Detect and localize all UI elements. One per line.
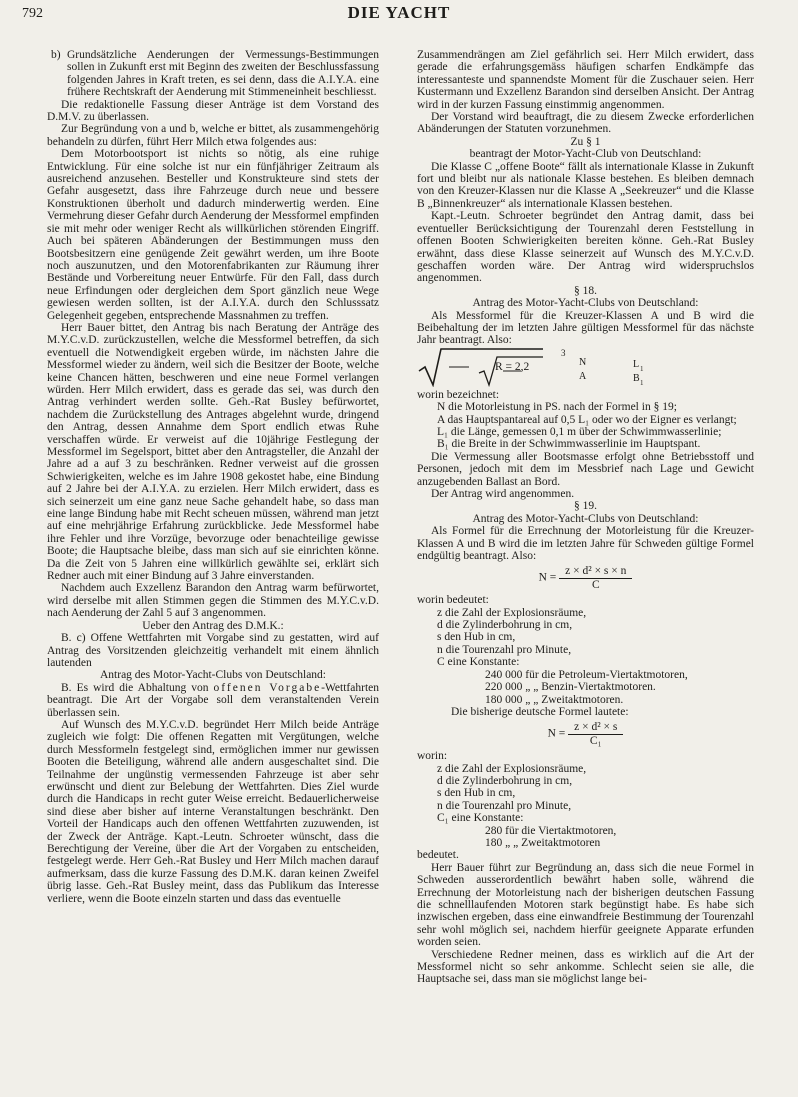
formula-lhs: N = [547,727,566,740]
definition-item: n die Tourenzahl pro Minute, [437,643,572,656]
formula-new [417,565,754,591]
subheading: beantragt der Motor-Yacht-Club von Deutschland: [469,148,702,161]
left-column [47,49,379,905]
definition-list [417,607,754,706]
constant-item: 280 für die Viertaktmotoren, [485,824,617,837]
paragraph: Die Klasse C „offene Boote“ fällt als internationale Klasse in Zukunft fort und bleibt nur als nationale Klasse bestehen. Es bleiben demnach von den Kreuzer-Klassen nur die Klasse A „Seekreuzer“ und die Klasse B „Binnenkreuzer“ als internationale Klassen bestehen. [417,160,754,210]
definition-item: C eine Konstante: [437,656,520,669]
fraction-denominator: C [591,578,600,591]
denominator-b: B [633,372,640,384]
item-label: b) [51,49,61,61]
section-heading: § 18. [574,284,597,297]
definition-item: s den Hub in cm, [437,787,516,800]
definition-item: L₁ die Länge, gemessen 0,1 m über der Schwimmwasserlinie; [437,425,722,438]
paragraph: Die Vermessung aller Bootsmasse erfolgt ohne Betriebsstoff und Personen, jedoch mit dem im Messbrief nach Lage und Gewicht anzugebenden Ballast an Bord. [417,450,754,488]
formula-lhs: N = [538,571,557,584]
constant-item: 180 „ „ Zweitaktmotoren [485,836,601,849]
root-index: 3 [561,347,566,358]
definition-item: N die Motorleistung in PS. nach der Formel in § 19; [437,401,677,414]
constant-item: 220 000 „ „ Benzin-Viertaktmotoren. [485,681,656,694]
formula-old [417,721,754,747]
constant-item: 240 000 für die Petroleum-Viertaktmotoren, [485,668,688,681]
paragraph: worin bedeutet: [417,594,489,607]
subscript-b: 1 [640,378,644,387]
paragraph: Herr Bauer bittet, den Antrag bis nach Beratung der Anträge des M.Y.C.v.D. zurückzustellen, welche die Messformel betreffen, da sich eventuell die Notwendigkeit ergeben würde, im nächsten Jahre die Messformel wieder zu ändern, weil sich die Besitzer der Boote, welche keine Chancen hätten, beschweren und eine neue Formel verlangen würden. Herr Milch erwidert, dass es gerade das sei, was durch den Antrag verhindert werden sollte. Geh.-Rat Busley befürwortet, nachdem die Zurückstellung des Antrages abgelehnt wurde, dringend den Antrag, dessen Annahme dem Sport endlich etwas Ruhe verschaffen würde. Er verweist auf die 10jährige Festlegung der Messformel im Segelsport, bittet aber den Antragsteller, die Anzahl der Jahre ad a auf 3 zu beschränken. Redner verweist auf die grossen Schwierigkeiten, welche es im Jahre 1908 gekostet habe, eine Bindung auf 2 Jahre bei der A.I.Y.A. zu erzielen. Herr Milch erwidert, dass es sich seinerzeit um eine ganz neue Sache gehandelt habe, so dass man eine lange Bindung habe mit Recht scheuen müssen, während man jetzt auf eine mehrjährige Erfahrung zurückblicke. Jede Messformel habe ihre Fehler und ihre Vorzüge, bevorzuge oder benachteilige gewisse Boote; die Hauptsache bleibe, dass man sich auf sie einrichten könne. Da die Zeit von 5 Jahren eine willkürlich gewählte sei, erklärt sich Redner auch mit einer Bindung auf 3 Jahre einverstanden. [47,321,379,583]
definition-item: C₁ eine Konstante: [437,812,524,825]
definition-item: z die Zahl der Explosionsräume, [437,606,587,619]
definition-list [417,401,754,451]
paragraph: Zusammendrängen am Ziel gefährlich sei. Herr Milch erwidert, dass gerade die erfahrungsgemäss häufigen scharfen Endkämpfe das interessanteste und spannendste Moment für die Zuschauer seien. Herr Kustermann und Exzellenz Barandon sind derselben Ansicht. Der Antrag wird in der kurzen Fassung einstimmig angenommen. [417,49,754,111]
subheading: Antrag des Motor-Yacht-Clubs von Deutschland: [99,669,327,682]
fraction-denominator: C₁ [589,734,602,747]
section-heading: Zu § 1 [570,135,601,148]
spaced-text: offenen Vorgabe [213,681,322,694]
paragraph: Verschiedene Redner meinen, dass es wirklich auf die Art der Messformel nicht so sehr ankomme. Schlecht seien sie alle, die Hauptsache sei, dass man sie möglichst lange bei- [417,948,754,986]
subheading: Ueber den Antrag des D.M.K.: [142,619,284,632]
paragraph: Die redaktionelle Fassung dieser Anträge ist dem Vorstand des D.M.V. zu überlassen. [47,98,379,124]
page-number: 792 [22,6,43,21]
numerator-l: L [633,358,640,370]
paragraph: Nachdem auch Exzellenz Barandon den Antrag warm befürwortet, wird derselbe mit allen Stimmen gegen die Stimmen des M.Y.C.v.D. nach Aenderung der Zahl 5 auf 3 angenommen. [47,582,379,620]
paragraph: worin: [417,750,448,763]
paragraph: Der Vorstand wird beauftragt, die zu diesem Zwecke erforderlichen Abänderungen der Statuten vorzunehmen. [417,111,754,136]
fraction-numerator: z × d² × s [568,721,623,734]
paragraph-text: B. Es wird die Abhaltung von [61,681,214,694]
paragraph: worin bezeichnet: [417,388,500,401]
paragraph: Dem Motorbootsport ist nichts so nötig, als eine ruhige Entwicklung. Für eine solche ist nur ein fünfjähriger Zeitraum als ausreichend anzusehen. Besteller und Konstrukteure sind stets der Gefahr ausgesetzt, dass ihre Fahrzeuge durch neue und bessere Konstruktionen überholt und dadurch minderwertig werden. Eine Vermehrung dieser Gefahr durch Aenderung der Messformel empfinden sie mit mehr oder weniger Recht als willkürlichen störenden Eingriff. Auch bei späteren Abänderungen der Bestimmungen muss den Bootsbesitzern eine genügende Zeit gewährt werden, um ihre Boote noch auszunutzen, und den Motorenfabrikanten zur Räumung ihrer Bestände und Vorbereitung neuer Entwürfe. Für den Fall, dass durch neue Erfindungen oder dergleichen dem Sport gänzlich neue Wege gewiesen werden sollten, ist der A.I.Y.A. durch den Schlusssatz Gelegenheit gegeben, entsprechende Massnahmen zu treffen. [47,148,379,322]
paragraph [47,49,379,99]
paragraph: Der Antrag wird angenommen. [431,488,575,500]
definition-list [417,763,754,850]
subheading: Antrag des Motor-Yacht-Clubs von Deutschland: [472,512,699,525]
paragraph: Auf Wunsch des M.Y.C.v.D. begründet Herr Milch beide Anträge zugleich wie folgt: Die offenen Regatten mit Vergütungen, welche durch Messformeln festgelegt sind, ermöglichen immer nur gewissen Booten die Beteiligung, während alle andern ausgeschaltet sind. Die Teilnahme der ungünstig vermessenden Fahrzeuge ist aber sehr erwünscht und dient zur Belebung der Wettfahrten. Dies Ziel wurde durch die Handicaps in recht guter Weise erreicht. Bedauerlicherweise sind diese aber bisher auf interne Veranstaltungen beschränkt. Den Vorteil der Handicaps auch den offenen Wettfahrten zuzuwenden, ist der Zweck der Anträge. Kapt.-Leutn. Schroeter wünscht, dass die Berechtigung der Vereine, über die Art der Vorgaben zu entscheiden, festgelegt werde. Herr Geh.-Rat Busley und Herr Milch machen darauf aufmerksam, dass die kurze Fassung des D.M.K. daran keinen Zweifel übrig lasse. Geh.-Rat Busley meint, dass das Publikum das Interesse verliere, wenn die Boote einzeln starten und dass das eventuelle [47,718,379,905]
running-title: DIE YACHT [347,3,451,22]
definition-item: d die Zylinderbohrung in cm, [437,774,573,787]
definition-item: B₁ die Breite in der Schwimmwasserlinie im Hauptspant. [437,438,701,451]
definition-item: s den Hub in cm, [437,631,516,644]
formula-lhs: R = 2,2 [495,360,530,373]
numerator-n: N [579,356,587,368]
fraction [568,721,623,747]
constant-item: 180 000 „ „ Zweitaktmotoren. [485,693,624,706]
paragraph-text: -Wettfahrten beantragt. Die Art der Vorgabe soll dem veranstaltenden Verein überlassen sein. [47,681,379,719]
paragraph: Zur Begründung von a und b, welche er bittet, als zusammengehörig behandeln zu dürfen, führt Herr Milch etwa folgendes aus: [47,123,379,148]
definition-item: n die Tourenzahl pro Minute, [437,799,572,812]
denominator-a: A [579,370,587,382]
paragraph: bedeutet. [417,849,459,862]
fraction [559,565,632,591]
section-heading: § 19. [574,500,597,513]
definition-item: d die Zylinderbohrung in cm, [437,619,573,632]
definition-item: z die Zahl der Explosionsräume, [437,762,587,775]
definition-item: A das Hauptspantareal auf 0,5 L₁ oder wo der Eigner es verlangt; [437,413,737,426]
paragraph: B. c) Offene Wettfahrten mit Vorgabe sind zu gestatten, wird auf Antrag des Vorsitzenden gleichzeitig verhandelt mit einem ähnlich lautenden [47,632,379,669]
formula-cube-root [417,347,754,389]
paragraph: Die bisherige deutsche Formel lautete: [451,705,629,718]
subheading: Antrag des Motor-Yacht-Clubs von Deutschland: [472,297,699,310]
paragraph: Herr Bauer führt zur Begründung an, dass sich die neue Formel in Schweden ausserordentlich bewährt haben solle, während die Errechnung der Motorleistung nach der bisherigen deutschen Fassung die schnelllaufenden Motoren stark begünstigt habe. Es habe sich inzwischen ergeben, dass eine einwandfreie Bestimmung der Tourenzahl sehr wohl möglich sei, nachdem hierfür geeignete Apparate erfunden worden seien. [417,861,754,949]
paragraph [47,682,379,719]
paragraph: Kapt.-Leutn. Schroeter begründet den Antrag damit, dass bei eventueller Berücksichtigung der Tourenzahl deren Feststellung in offenen Booten Schwierigkeiten bereiten könne. Geh.-Rat Busley erwähnt, dass diese Klasse seinerzeit auf Wunsch des M.Y.C.v.D. geschaffen worden wäre. Der Antrag wird widerspruchslos angenommen. [417,210,754,285]
fraction-numerator: z × d² × s × n [559,565,632,578]
right-column [417,49,754,986]
paragraph: Als Formel für die Errechnung der Motorleistung für die Kreuzer-Klassen A und B wird die im letzten Jahre für Schweden gültige Formel endgültig beantragt. Also: [417,525,754,563]
paragraph: Als Messformel für die Kreuzer-Klassen A und B wird die Beibehaltung der im letzten Jahre gültigen Messformel für das nächste Jahr beantragt. Also: [417,309,754,347]
paragraph-text: Grundsätzliche Aenderungen der Vermessungs-Bestimmungen sollen in Zukunft erst mit Beginn des zweiten der Beschlussfassung folgenden Jahres in Kraft treten, es sei denn, dass die A.I.Y.A. eine frühere Rechtskraft der Aenderung mit Stimmeneinheit beschliesst. [67,49,379,99]
subscript-l: 1 [640,364,644,373]
